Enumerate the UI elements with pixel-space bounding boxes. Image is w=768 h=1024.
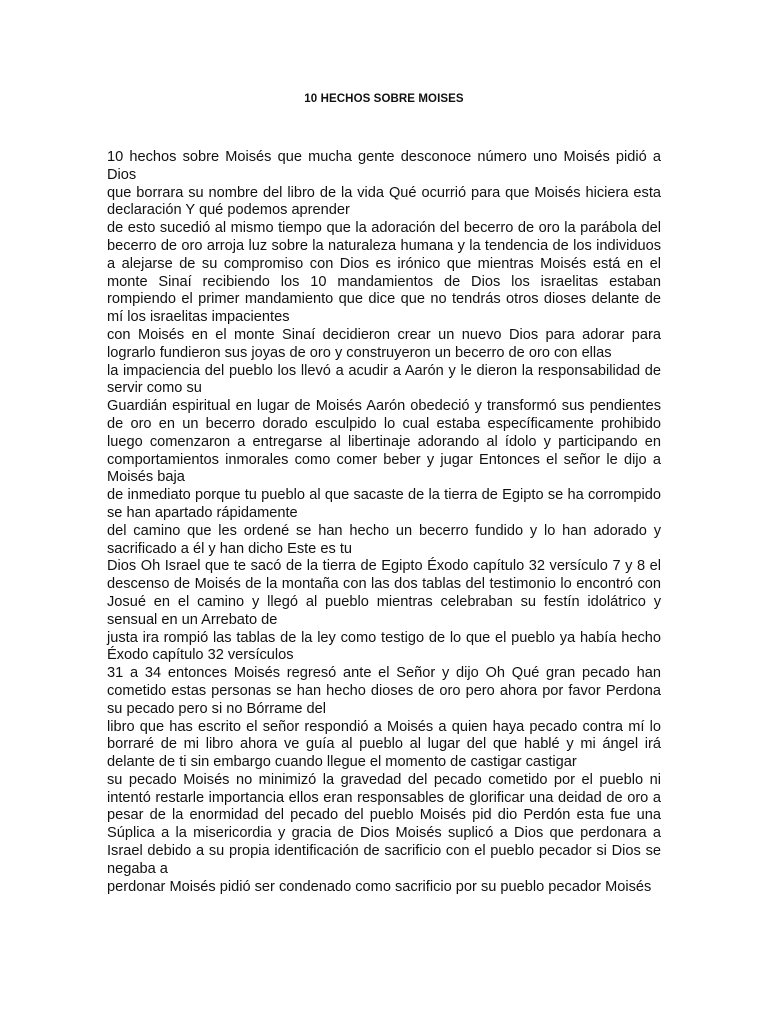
document-body [107,149,661,896]
paragraph: de esto sucedió al mismo tiempo que la adoración del becerro de oro la parábola del becerro de oro arroja luz sobre la naturaleza humana y la tendencia de los individuos a alejarse de su compromiso con Dios es irónico que mientras Moisés está en el monte Sinaí recibiendo los 10 mandamientos de Dios los israelitas estaban rompiendo el primer mandamiento que dice que no tendrás otros dioses delante de mí los israelitas impacientes [107,220,661,326]
paragraph: perdonar Moisés pidió ser condenado como sacrificio por su pueblo pecador Moisés [107,878,652,895]
paragraph: que borrara su nombre del libro de la vida Qué ocurrió para que Moisés hiciera esta declaración Y qué podemos aprender [107,184,661,219]
paragraph: de inmediato porque tu pueblo al que sacaste de la tierra de Egipto se ha corrompido se han apartado rápidamente [107,487,661,521]
paragraph: su pecado Moisés no minimizó la gravedad del pecado cometido por el pueblo ni intentó restarle importancia ellos eran responsables de glorificar una deidad de oro a pesar de la enormidad del pecado del pueblo Moisés pid dio Perdón esta fue una Súplica a la misericordia y gracia de Dios Moisés suplicó a Dios que perdonara a Israel debido a su propia identificación de sacrificio con el pueblo pecador si Dios se negaba a [107,771,661,877]
paragraph: con Moisés en el monte Sinaí decidieron crear un nuevo Dios para adorar para lograrlo fundieron sus joyas de oro y construyeron un becerro de oro con ellas [107,326,661,361]
page-title: 10 HECHOS SOBRE MOISES [304,93,464,105]
paragraph: la impaciencia del pueblo los llevó a acudir a Aarón y le dieron la responsabilidad de servir como su [107,362,661,397]
paragraph: del camino que les ordené se han hecho un becerro fundido y lo han adorado y sacrificado a él y han dicho Este es tu [107,522,661,557]
paragraph: 10 hechos sobre Moisés que mucha gente desconoce número uno Moisés pidió a Dios [107,149,661,183]
paragraph: 31 a 34 entonces Moisés regresó ante el Señor y dijo Oh Qué gran pecado han cometido estas personas se han hecho dioses de oro pero ahora por favor Perdona su pecado pero si no Bórrame del [107,665,661,717]
paragraph: libro que has escrito el señor respondió a Moisés a quien haya pecado contra mí lo borraré de mi libro ahora ve guía al pueblo al lugar del que hablé y mi ángel irá delante de ti sin embargo cuando llegue el momento de castigar castigar [107,718,661,771]
paragraph: Dios Oh Israel que te sacó de la tierra de Egipto Éxodo capítulo 32 versículo 7 y 8 el descenso de Moisés de la montaña con las dos tablas del testimonio lo encontró con Josué en el camino y llegó al pueblo mientras celebraban su festín idolátrico y sensual en un Arrebato de [107,558,661,628]
paragraph: justa ira rompió las tablas de la ley como testigo de lo que el pueblo ya había hecho Éxodo capítulo 32 versículos [107,629,661,664]
paragraph: Guardián espiritual en lugar de Moisés Aarón obedeció y transformó sus pendientes de oro en un becerro dorado esculpido lo cual estaba específicamente prohibido luego comenzaron a entregarse al libertinaje adorando al ídolo y participando en comportamientos inmorales como comer beber y jugar Entonces el señor le dijo a Moisés baja [107,398,661,486]
